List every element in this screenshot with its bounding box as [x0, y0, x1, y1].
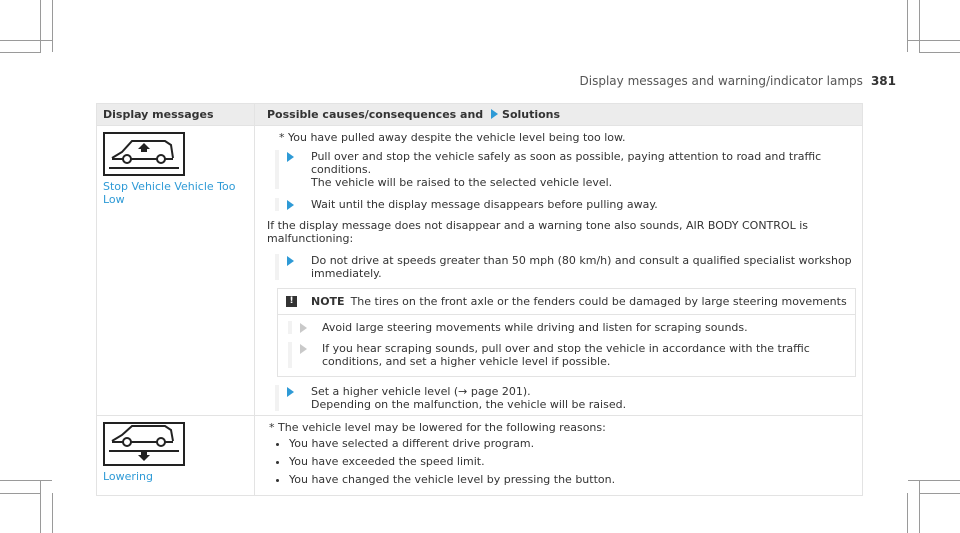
- column-header-display-messages: Display messages: [97, 104, 255, 126]
- note-step-text: If you hear scraping sounds, pull over and stop the vehicle in accordance with the traffic conditions, and set a higher vehicle level if possible.: [322, 342, 810, 368]
- solution-step-text: Do not drive at speeds greater than 50 mph (80 km/h) and consult a qualified specialist workshop immediately.: [311, 254, 852, 280]
- note-divider: [278, 314, 855, 315]
- cause-text: * The vehicle level may be lowered for the following reasons:: [269, 421, 606, 434]
- arrow-right-icon: [287, 200, 294, 210]
- display-message-caption: Stop Vehicle Vehicle Too Low: [103, 180, 236, 206]
- solution-step-result: Depending on the malfunction, the vehicle will be raised.: [311, 398, 627, 411]
- crop-mark: [919, 52, 960, 53]
- list-item: • You have exceeded the speed limit.: [289, 455, 856, 468]
- crop-mark: [908, 40, 960, 41]
- crop-mark: [908, 480, 960, 481]
- page-header-title: Display messages and warning/indicator lamps: [579, 74, 863, 88]
- note-header: [286, 295, 847, 308]
- crop-mark: [0, 52, 41, 53]
- list-item: • You have changed the vehicle level by pressing the button.: [289, 473, 856, 486]
- list-item: • You have selected a different drive program.: [289, 437, 856, 450]
- causes-solutions-cell: [255, 416, 863, 496]
- table-row: [97, 416, 863, 496]
- vehicle-raise-warning-icon: [103, 132, 185, 176]
- display-message-cell: [97, 126, 255, 416]
- condition-text: If the display message does not disappear and a warning tone also sounds, AIR BODY CONTROL is malfunctioning:: [267, 219, 808, 245]
- table-row: [97, 126, 863, 416]
- solution-step-text: Set a higher vehicle level (→ page 201).: [311, 385, 531, 398]
- note-box: [277, 288, 856, 377]
- crop-mark: [919, 493, 960, 494]
- page-header: [580, 74, 896, 88]
- column-header-causes: [255, 104, 863, 126]
- crop-mark: [52, 0, 53, 52]
- reasons-list: [267, 437, 856, 486]
- crop-mark: [0, 40, 52, 41]
- column-header-solutions-label: Solutions: [502, 108, 561, 121]
- note-step: [286, 321, 847, 334]
- arrow-right-icon: [287, 387, 294, 397]
- note-text: The tires on the front axle or the fenders could be damaged by large steering movements: [350, 295, 847, 308]
- arrow-right-icon: [491, 109, 498, 119]
- crop-mark: [40, 0, 41, 52]
- arrow-right-icon: [300, 323, 307, 333]
- display-messages-table: [96, 103, 863, 496]
- warning-mark-icon: !: [286, 296, 297, 307]
- solution-step-text: Pull over and stop the vehicle safely as soon as possible, paying attention to road and traffic conditions.: [311, 150, 822, 176]
- crop-mark: [0, 480, 52, 481]
- arrow-right-icon: [287, 152, 294, 162]
- vehicle-lowering-icon: [103, 422, 185, 466]
- solution-step: [267, 254, 856, 280]
- solution-step-text: Wait until the display message disappears before pulling away.: [311, 198, 658, 211]
- solution-step: [267, 150, 856, 189]
- crop-mark: [919, 481, 920, 533]
- crop-mark: [40, 481, 41, 533]
- arrow-right-icon: [300, 344, 307, 354]
- crop-mark: [907, 493, 908, 533]
- page-number: 381: [870, 74, 896, 88]
- crop-mark: [52, 493, 53, 533]
- crop-mark: [0, 493, 41, 494]
- solution-step: [267, 198, 856, 211]
- solution-step-result: The vehicle will be raised to the selected vehicle level.: [311, 176, 613, 189]
- table-header-row: [97, 104, 863, 126]
- note-step-text: Avoid large steering movements while driving and listen for scraping sounds.: [322, 321, 748, 334]
- display-message-cell: [97, 416, 255, 496]
- causes-solutions-cell: [255, 126, 863, 416]
- note-title: NOTE: [311, 295, 345, 308]
- note-step: [286, 342, 847, 368]
- arrow-right-icon: [287, 256, 294, 266]
- crop-mark: [919, 0, 920, 52]
- solution-step: [267, 385, 856, 411]
- cause-text: * You have pulled away despite the vehicle level being too low.: [279, 131, 626, 144]
- display-message-caption: Lowering: [103, 470, 153, 483]
- crop-mark: [907, 0, 908, 52]
- column-header-causes-label: Possible causes/consequences and: [267, 108, 484, 121]
